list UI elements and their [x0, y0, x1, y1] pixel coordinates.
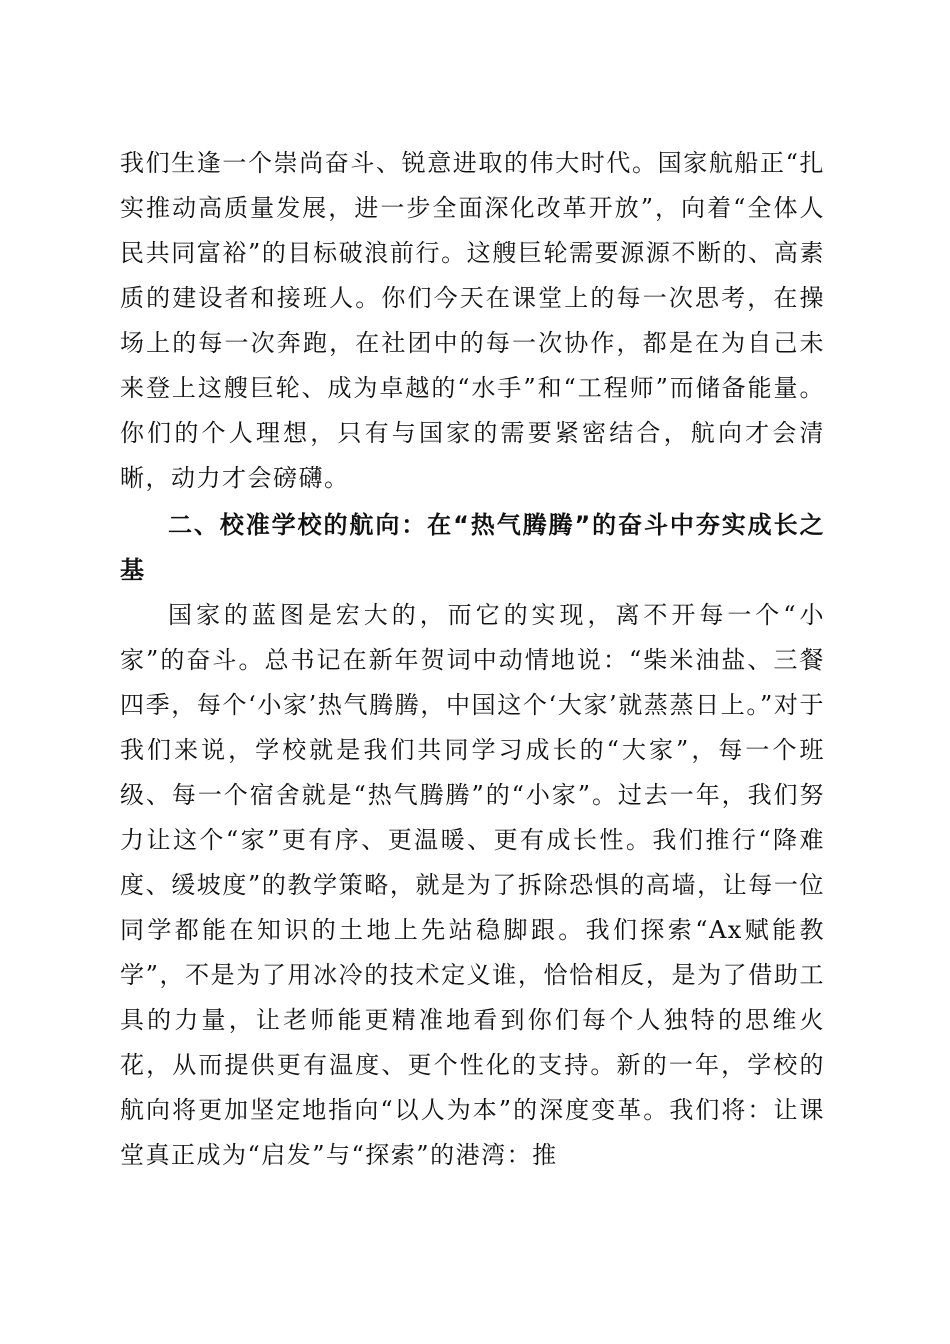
- body-paragraph-2: 国家的蓝图是宏大的，而它的实现，离不开每一个“小家”的奋斗。总书记在新年贺词中动情地说：“柴米油盐、三餐四季，每个‘小家’热气腾腾，中国这个‘大家’就蒸蒸日上。”对于我们来说，学校就是我们共同学习成长的“大家”，每一个班级、每一个宿舍就是“热气腾腾”的“小家”。过去一年，我们努力让这个“家”更有序、更温暖、更有成长性。我们推行“降难度、缓坡度”的教学策略，就是为了拆除恐惧的高墙，让每一位同学都能在知识的土地上先站稳脚跟。我们探索“Ax赋能教学”，不是为了用冰冷的技术定义谁，恰恰相反，是为了借助工具的力量，让老师能更精准地看到你们每个人独特的思维火花，从而提供更有温度、更个性化的支持。新的一年，学校的航向将更加坚定地指向“以人为本”的深度变革。我们将：让课堂真正成为“启发”与“探索”的港湾：推: [120, 601, 825, 1169]
- body-paragraph-1: 我们生逢一个崇尚奋斗、锐意进取的伟大时代。国家航船正“扎实推动高质量发展，进一步全面深化改革开放”，向着“全体人民共同富裕”的目标破浪前行。这艘巨轮需要源源不断的、高素质的建设者和接班人。你们今天在课堂上的每一次思考，在操场上的每一次奔跑，在社团中的每一次协作，都是在为自己未来登上这艘巨轮、成为卓越的“水手”和“工程师”而储备能量。你们的个人理想，只有与国家的需要紧密结合，航向才会清晰，动力才会磅礴。: [120, 149, 825, 492]
- section-heading: 二、校准学校的航向：在“热气腾腾”的奋斗中夯实成长之基: [120, 511, 825, 584]
